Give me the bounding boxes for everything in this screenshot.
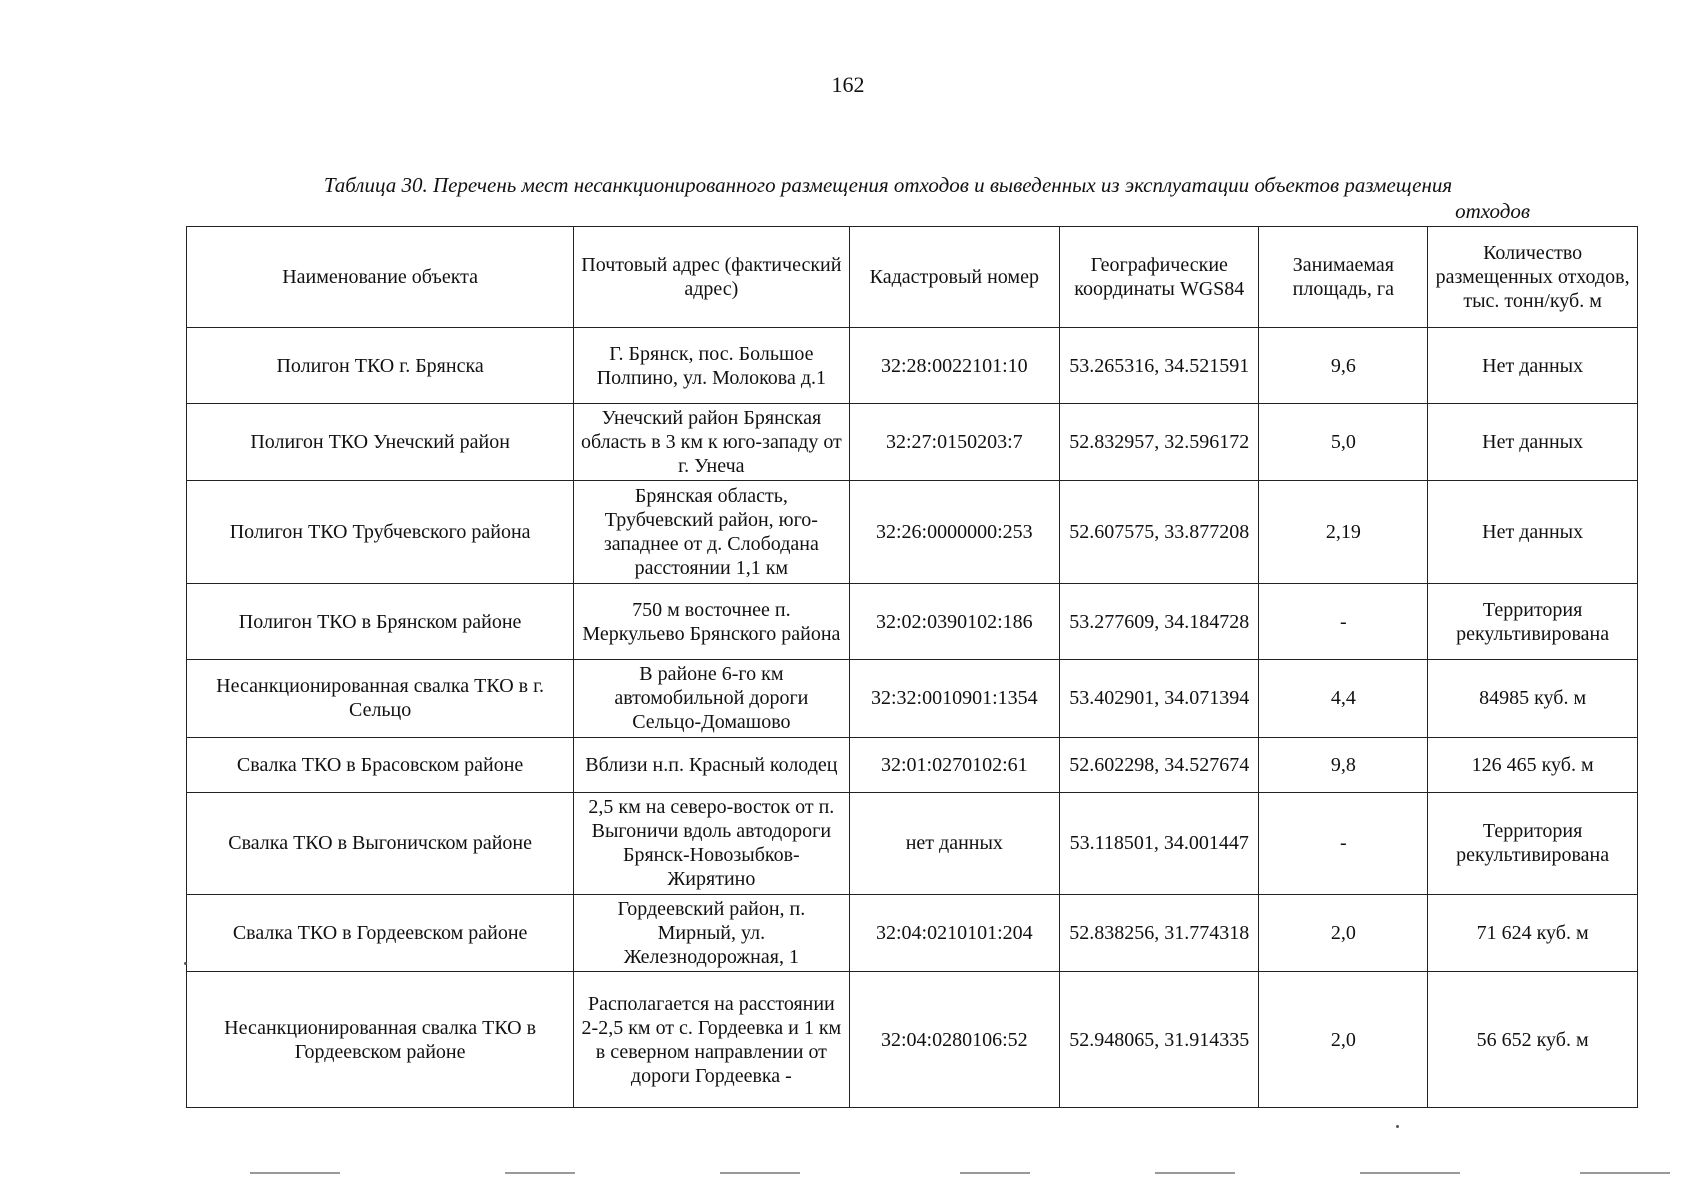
header-address: Почтовый адрес (фактический адрес) bbox=[574, 227, 849, 328]
cell-cadastral: 32:27:0150203:7 bbox=[849, 404, 1060, 481]
table-row bbox=[187, 404, 1638, 481]
cell-address: Располагается на расстоянии 2-2,5 км от с. Гордеевка и 1 км в северном направлении от дороги Гордеевка - bbox=[574, 972, 849, 1108]
cell-address: Унечский район Брянская область в 3 км к юго-западу от г. Унеча bbox=[574, 404, 849, 481]
page-number: 162 bbox=[831, 72, 865, 97]
cell-name: Полигон ТКО в Брянском районе bbox=[187, 584, 574, 660]
cell-coords: 52.602298, 34.527674 bbox=[1060, 737, 1259, 792]
cell-area: - bbox=[1259, 584, 1428, 660]
cell-address: Гордеевский район, п. Мирный, ул. Железнодорожная, 1 bbox=[574, 895, 849, 972]
cell-amount: 126 465 куб. м bbox=[1428, 737, 1638, 792]
cell-cadastral: 32:28:0022101:10 bbox=[849, 328, 1060, 404]
cell-cadastral: нет данных bbox=[849, 792, 1060, 895]
table-row bbox=[187, 328, 1638, 404]
cell-amount: 56 652 куб. м bbox=[1428, 972, 1638, 1108]
cell-address: Г. Брянск, пос. Большое Полпино, ул. Молокова д.1 bbox=[574, 328, 849, 404]
cell-amount: 84985 куб. м bbox=[1428, 660, 1638, 737]
header-name: Наименование объекта bbox=[187, 227, 574, 328]
cell-cadastral: 32:04:0210101:204 bbox=[849, 895, 1060, 972]
cell-cadastral: 32:02:0390102:186 bbox=[849, 584, 1060, 660]
cell-area: 2,19 bbox=[1259, 481, 1428, 584]
cell-amount: Нет данных bbox=[1428, 328, 1638, 404]
cell-area: 4,4 bbox=[1259, 660, 1428, 737]
table-row bbox=[187, 584, 1638, 660]
scan-artifact-dot bbox=[1396, 1125, 1399, 1128]
scan-artifact-line bbox=[250, 1172, 340, 1174]
cell-name: Полигон ТКО г. Брянска bbox=[187, 328, 574, 404]
cell-address: Брянская область, Трубчевский район, юго-западнее от д. Слободана расстоянии 1,1 км bbox=[574, 481, 849, 584]
cell-name: Несанкционированная свалка ТКО в г. Сельцо bbox=[187, 660, 574, 737]
table-caption-tail: отходов bbox=[1455, 199, 1530, 223]
table-caption-main: Таблица 30. Перечень мест несанкционированного размещения отходов и выведенных из эксплуатации объектов размещения bbox=[323, 173, 1453, 197]
table-row bbox=[187, 895, 1638, 972]
cell-amount: Нет данных bbox=[1428, 481, 1638, 584]
cell-name: Свалка ТКО в Брасовском районе bbox=[187, 737, 574, 792]
cell-area: 5,0 bbox=[1259, 404, 1428, 481]
cell-coords: 53.265316, 34.521591 bbox=[1060, 328, 1259, 404]
table-row bbox=[187, 792, 1638, 895]
cell-amount: Нет данных bbox=[1428, 404, 1638, 481]
cell-address: 2,5 км на северо-восток от п. Выгоничи вдоль автодороги Брянск-Новозыбков-Жирятино bbox=[574, 792, 849, 895]
cell-amount: 71 624 куб. м bbox=[1428, 895, 1638, 972]
cell-area: 9,6 bbox=[1259, 328, 1428, 404]
table-row bbox=[187, 481, 1638, 584]
cell-address: 750 м восточнее п. Меркульево Брянского района bbox=[574, 584, 849, 660]
cell-address: Вблизи н.п. Красный колодец bbox=[574, 737, 849, 792]
cell-area: 2,0 bbox=[1259, 895, 1428, 972]
cell-area: 2,0 bbox=[1259, 972, 1428, 1108]
table-header-row bbox=[187, 227, 1638, 328]
cell-amount: Территория рекультивирована bbox=[1428, 792, 1638, 895]
cell-name: Несанкционированная свалка ТКО в Гордеевском районе bbox=[187, 972, 574, 1108]
cell-coords: 52.832957, 32.596172 bbox=[1060, 404, 1259, 481]
cell-cadastral: 32:32:0010901:1354 bbox=[849, 660, 1060, 737]
scan-artifact-line bbox=[1580, 1172, 1670, 1174]
table-row bbox=[187, 972, 1638, 1108]
cell-cadastral: 32:04:0280106:52 bbox=[849, 972, 1060, 1108]
cell-cadastral: 32:01:0270102:61 bbox=[849, 737, 1060, 792]
cell-area: 9,8 bbox=[1259, 737, 1428, 792]
cell-name: Полигон ТКО Унечский район bbox=[187, 404, 574, 481]
cell-coords: 52.948065, 31.914335 bbox=[1060, 972, 1259, 1108]
scan-artifact-line bbox=[960, 1172, 1030, 1174]
scan-artifact-line bbox=[1360, 1172, 1460, 1174]
cell-area: - bbox=[1259, 792, 1428, 895]
scan-artifact-line bbox=[720, 1172, 800, 1174]
table-row bbox=[187, 737, 1638, 792]
cell-coords: 53.118501, 34.001447 bbox=[1060, 792, 1259, 895]
header-area: Занимаемая площадь, га bbox=[1259, 227, 1428, 328]
cell-amount: Территория рекультивирована bbox=[1428, 584, 1638, 660]
table-caption bbox=[238, 172, 1538, 224]
table-row bbox=[187, 660, 1638, 737]
scan-artifact-dot bbox=[184, 962, 187, 965]
cell-coords: 53.277609, 34.184728 bbox=[1060, 584, 1259, 660]
cell-coords: 52.607575, 33.877208 bbox=[1060, 481, 1259, 584]
scan-artifact-line bbox=[505, 1172, 575, 1174]
header-cadastral: Кадастровый номер bbox=[849, 227, 1060, 328]
cell-cadastral: 32:26:0000000:253 bbox=[849, 481, 1060, 584]
header-amount: Количество размещенных отходов, тыс. тонн/куб. м bbox=[1428, 227, 1638, 328]
cell-coords: 52.838256, 31.774318 bbox=[1060, 895, 1259, 972]
scan-artifact-line bbox=[1155, 1172, 1235, 1174]
header-coords: Географические координаты WGS84 bbox=[1060, 227, 1259, 328]
cell-name: Полигон ТКО Трубчевского района bbox=[187, 481, 574, 584]
cell-coords: 53.402901, 34.071394 bbox=[1060, 660, 1259, 737]
cell-address: В районе 6-го км автомобильной дороги Сельцо-Домашово bbox=[574, 660, 849, 737]
cell-name: Свалка ТКО в Выгоничском районе bbox=[187, 792, 574, 895]
cell-name: Свалка ТКО в Гордеевском районе bbox=[187, 895, 574, 972]
waste-sites-table bbox=[186, 226, 1638, 1108]
